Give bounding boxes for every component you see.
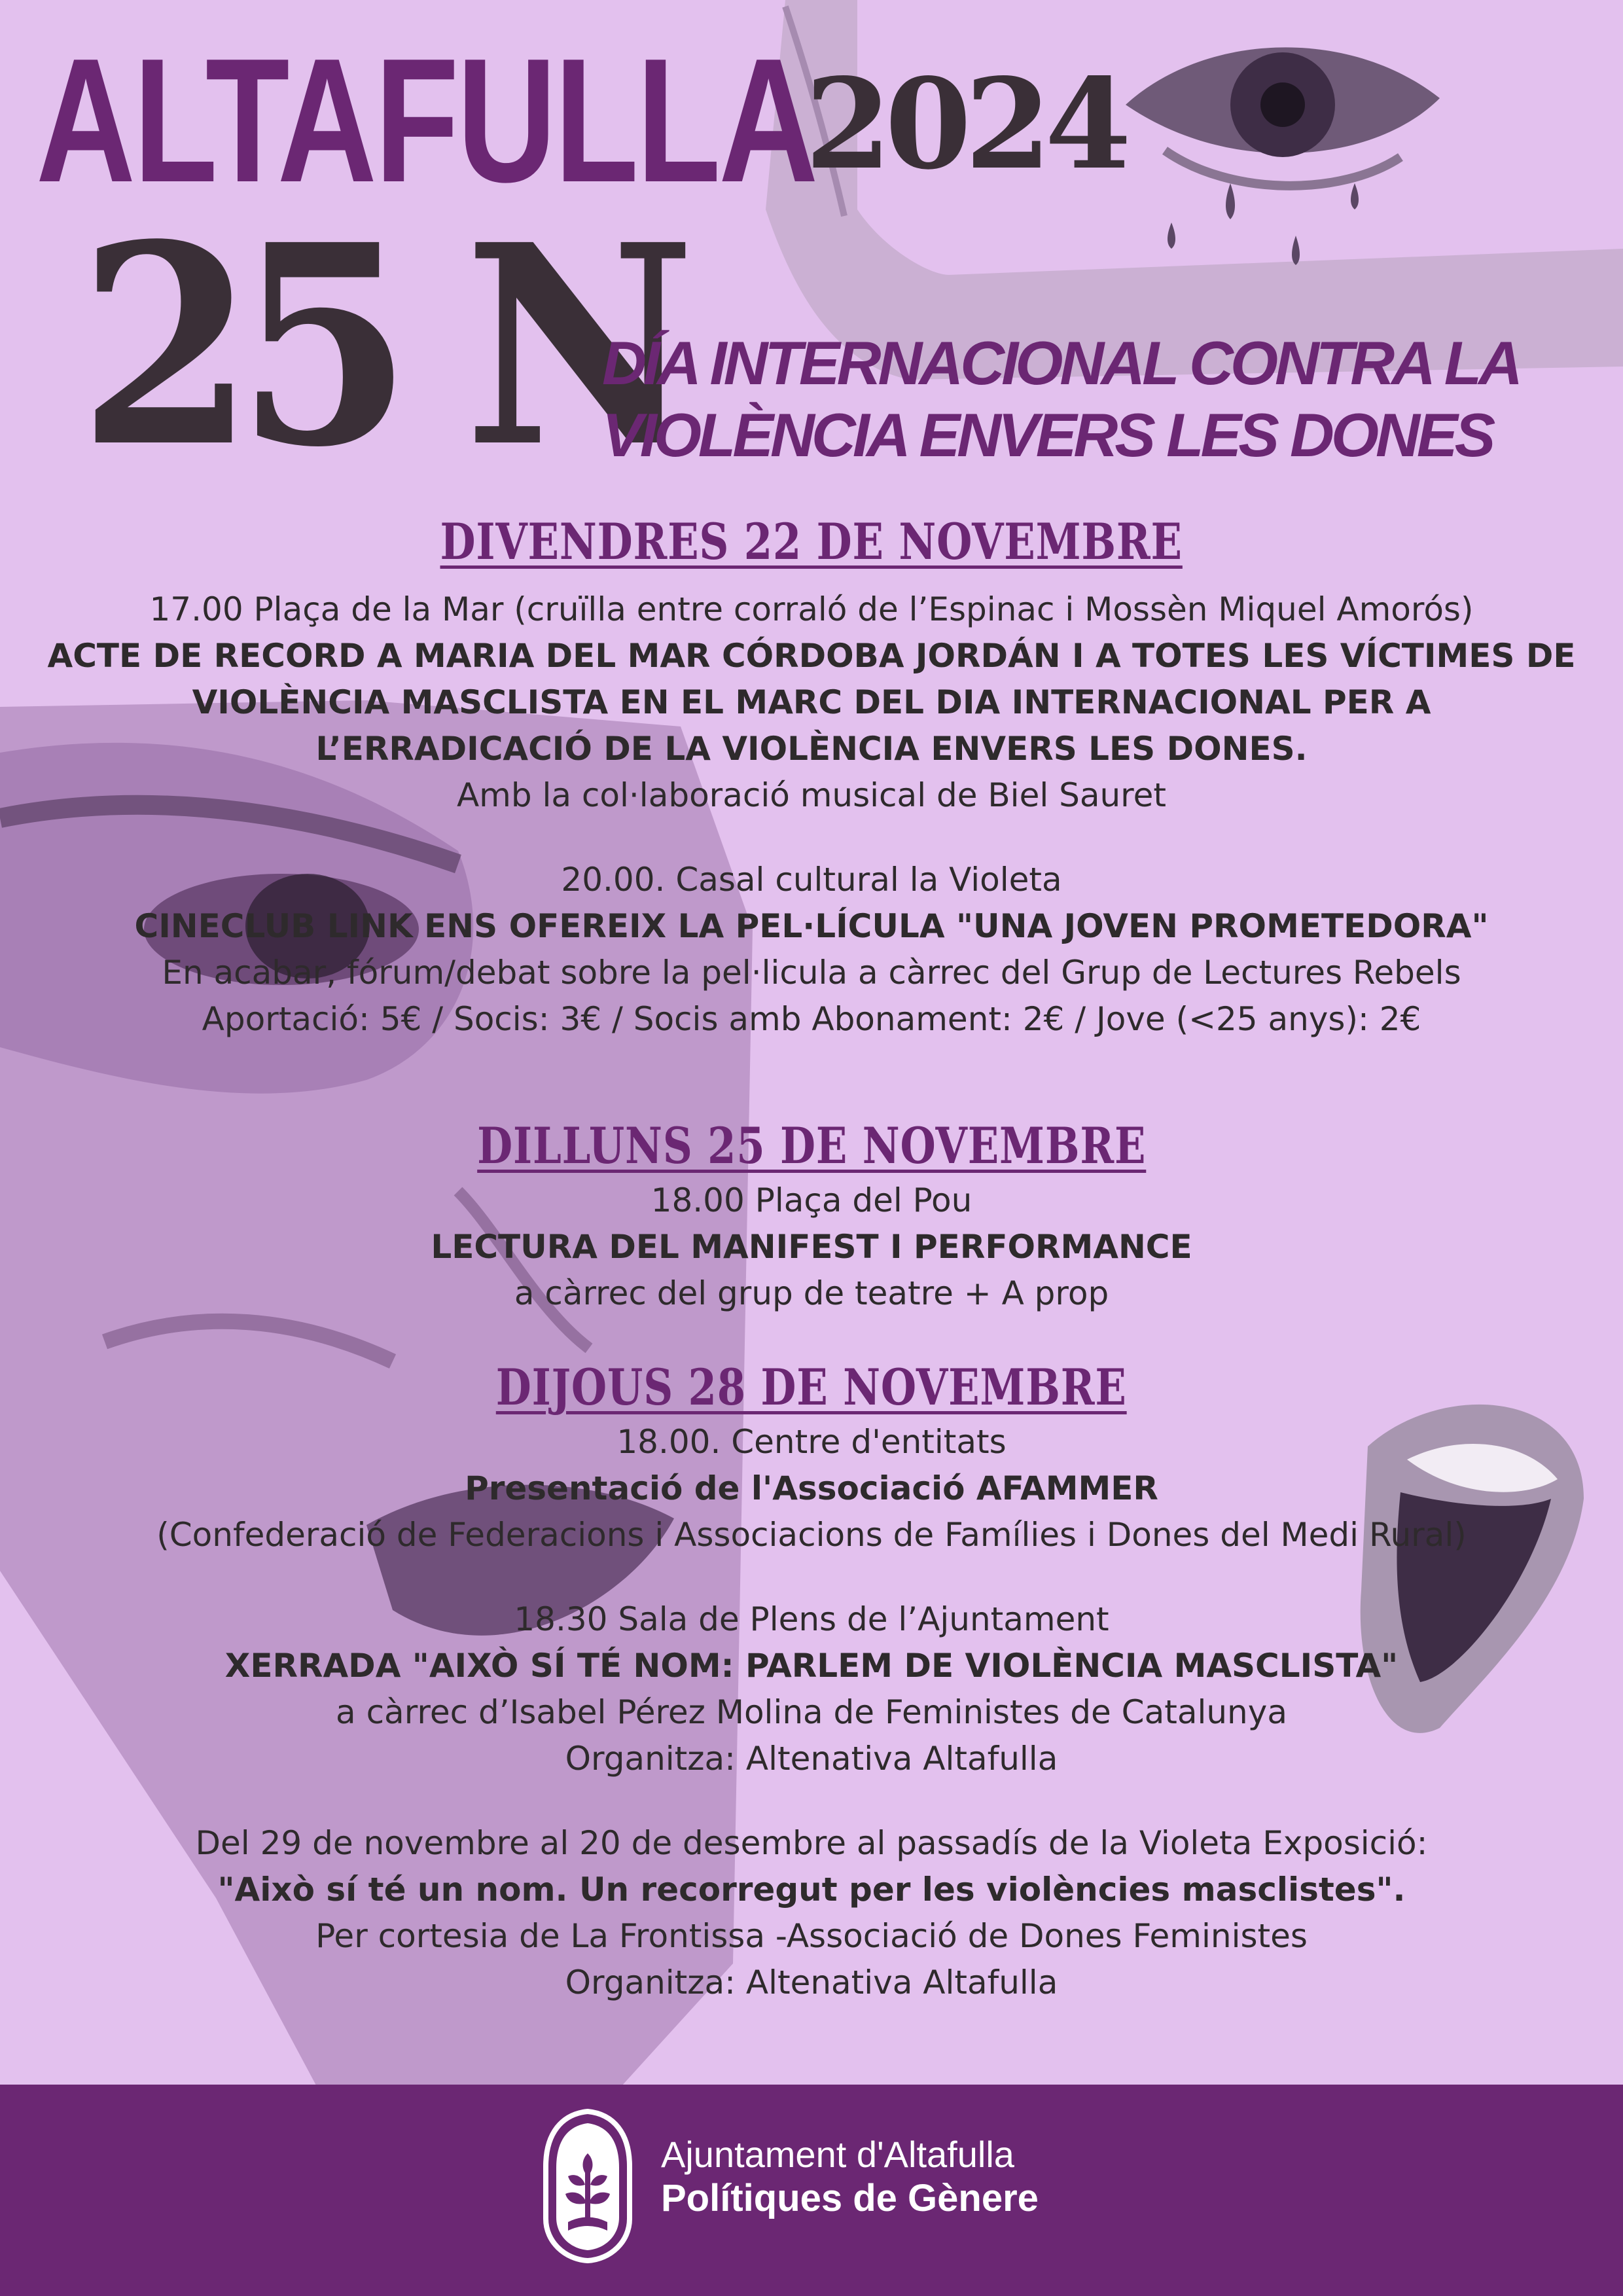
footer-department: Polítiques de Gènere (661, 2177, 1039, 2219)
event-place: 17.00 Plaça de la Mar (cruïlla entre corraló de l’Espinac i Mossèn Miquel Amorós) (149, 590, 1474, 628)
event-title: ACTE DE RECORD A MARIA DEL MAR CÓRDOBA JORDÁN I A TOTES LES VÍCTIMES DE (47, 637, 1576, 675)
day-section-thursday (0, 1356, 1623, 2006)
event-title: CINECLUB LINK ENS OFEREIX LA PEL·LÍCULA "UNA JOVEN PROMETEDORA" (134, 907, 1489, 945)
day-heading: DILLUNS 25 DE NOVEMBRE (476, 1117, 1147, 1175)
exhibition-dates: Del 29 de novembre al 20 de desembre al passadís de la Violeta Exposició: (195, 1824, 1428, 1862)
subtitle-line-2: VIOLÈNCIA ENVERS LES DONES (602, 401, 1493, 469)
event-place: 18.30 Sala de Plens de l’Ajuntament (514, 1600, 1109, 1638)
event-title: LECTURA DEL MANIFEST I PERFORMANCE (431, 1228, 1192, 1266)
event-place: 18.00. Centre d'entitats (616, 1423, 1007, 1461)
event-place: 18.00 Plaça del Pou (651, 1181, 972, 1219)
day-section-friday (0, 511, 1623, 1043)
event-note: (Confederació de Federacions i Associacions de Famílies i Dones del Medi Rural) (156, 1516, 1467, 1554)
event-note: Amb la col·laboració musical de Biel Sauret (456, 776, 1167, 814)
subtitle-line-1: DÍA INTERNACIONAL CONTRA LA (602, 329, 1520, 397)
crying-eye-photo (1126, 47, 1440, 265)
town-title: ALTAFULLA (36, 22, 817, 219)
event-price: Aportació: 5€ / Socis: 3€ / Socis amb Abonament: 2€ / Jove (<25 anys): 2€ (202, 1000, 1421, 1038)
event-organizer: Organitza: Altenativa Altafulla (565, 1740, 1058, 1778)
event-note: a càrrec del grup de teatre + A prop (514, 1274, 1109, 1312)
event-note: a càrrec d’Isabel Pérez Molina de Feministes de Catalunya (336, 1693, 1287, 1731)
exhibition-title: "Això sí té un nom. Un recorregut per les violències masclistes". (217, 1871, 1406, 1909)
event-title: VIOLÈNCIA MASCLISTA EN EL MARC DEL DIA INTERNACIONAL PER A (192, 683, 1431, 721)
year-title: 2024 (805, 51, 1125, 197)
day-section-monday (0, 1115, 1623, 1317)
day-heading: DIJOUS 28 DE NOVEMBRE (496, 1358, 1127, 1416)
exhibition-courtesy: Per cortesia de La Frontissa -Associació de Dones Feministes (315, 1917, 1308, 1955)
event-title: Presentació de l'Associació AFAMMER (465, 1469, 1158, 1507)
municipal-shield-icon (542, 2108, 633, 2265)
day-heading: DIVENDRES 22 DE NOVEMBRE (440, 512, 1183, 571)
event-title: XERRADA "AIXÒ SÍ TÉ NOM: PARLEM DE VIOLÈNCIA MASCLISTA" (224, 1647, 1399, 1685)
program (0, 511, 1623, 2006)
event-place: 20.00. Casal cultural la Violeta (561, 861, 1062, 899)
footer-institution: Ajuntament d'Altafulla (661, 2134, 1014, 2175)
date-title: 25 N (79, 185, 678, 508)
event-note: En acabar, fórum/debat sobre la pel·licula a càrrec del Grup de Lectures Rebels (162, 954, 1461, 992)
event-title: L’ERRADICACIÓ DE LA VIOLÈNCIA ENVERS LES DONES. (315, 730, 1308, 768)
event-organizer: Organitza: Altenativa Altafulla (565, 1964, 1058, 2001)
